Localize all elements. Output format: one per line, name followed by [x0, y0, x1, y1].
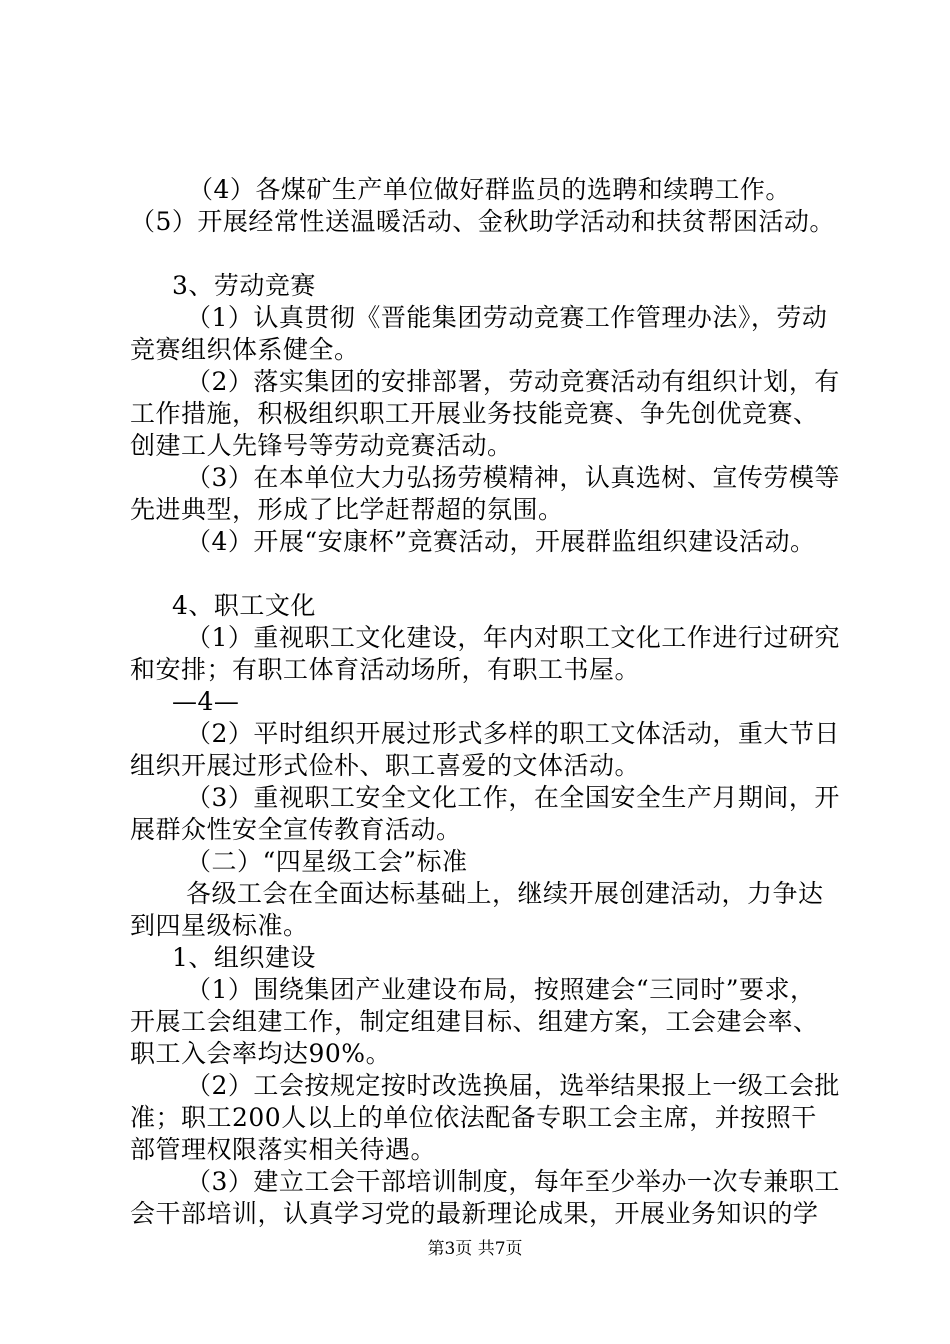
text-line: 竞赛组织体系健全。	[130, 335, 360, 364]
text-line: （2）工会按规定按时改选换届，选举结果报上一级工会批	[186, 1071, 840, 1100]
section-heading: （二）“四星级工会”标准	[186, 847, 468, 876]
text-line: 准；职工200人以上的单位依法配备专职工会主席，并按照干	[130, 1103, 817, 1132]
text-line: （2）平时组织开展过形式多样的职工文体活动，重大节日	[186, 719, 840, 748]
text-line: 和安排；有职工体育活动场所，有职工书屋。	[130, 655, 641, 684]
text-line: 到四星级标准。	[130, 911, 309, 940]
text-line: 创建工人先锋号等劳动竞赛活动。	[130, 431, 513, 460]
text-line: （4）开展“安康杯”竞赛活动，开展群监组织建设活动。	[186, 527, 816, 556]
text-line: 职工入会率均达90%。	[130, 1039, 392, 1068]
text-line: 部管理权限落实相关待遇。	[130, 1135, 437, 1164]
text-line: 各级工会在全面达标基础上，继续开展创建活动，力争达	[186, 879, 824, 908]
section-heading: 1、组织建设	[172, 943, 316, 972]
text-line: （1）围绕集团产业建设布局，按照建会“三同时”要求，	[186, 975, 816, 1004]
text-line: 先进典型，形成了比学赶帮超的氛围。	[130, 495, 564, 524]
text-line: （5）开展经常性送温暖活动、金秋助学活动和扶贫帮困活动。	[130, 207, 835, 236]
text-line: 工作措施，积极组织职工开展业务技能竞赛、争先创优竞赛、	[130, 399, 819, 428]
section-heading: 4、职工文化	[172, 591, 316, 620]
text-line: （2）落实集团的安排部署，劳动竞赛活动有组织计划，有	[186, 367, 840, 396]
text-line: 展群众性安全宣传教育活动。	[130, 815, 462, 844]
text-line: （3）在本单位大力弘扬劳模精神，认真选树、宣传劳模等	[186, 463, 840, 492]
text-line: 组织开展过形式俭朴、职工喜爱的文体活动。	[130, 751, 641, 780]
page-footer: 第3页 共7页	[427, 1239, 523, 1259]
text-line: （3）重视职工安全文化工作，在全国安全生产月期间，开	[186, 783, 840, 812]
text-line: （1）认真贯彻《晋能集团劳动竞赛工作管理办法》，劳动	[186, 303, 828, 332]
text-line: 开展工会组建工作，制定组建目标、组建方案，工会建会率、	[130, 1007, 819, 1036]
text-line: （1）重视职工文化建设，年内对职工文化工作进行过研究	[186, 623, 840, 652]
text-line: （3）建立工会干部培训制度，每年至少举办一次专兼职工	[186, 1167, 840, 1196]
text-line: （4）各煤矿生产单位做好群监员的选聘和续聘工作。	[188, 175, 791, 204]
page-marker: —4—	[172, 687, 240, 716]
section-heading: 3、劳动竞赛	[172, 271, 316, 300]
text-line: 会干部培训，认真学习党的最新理论成果，开展业务知识的学	[130, 1199, 819, 1228]
